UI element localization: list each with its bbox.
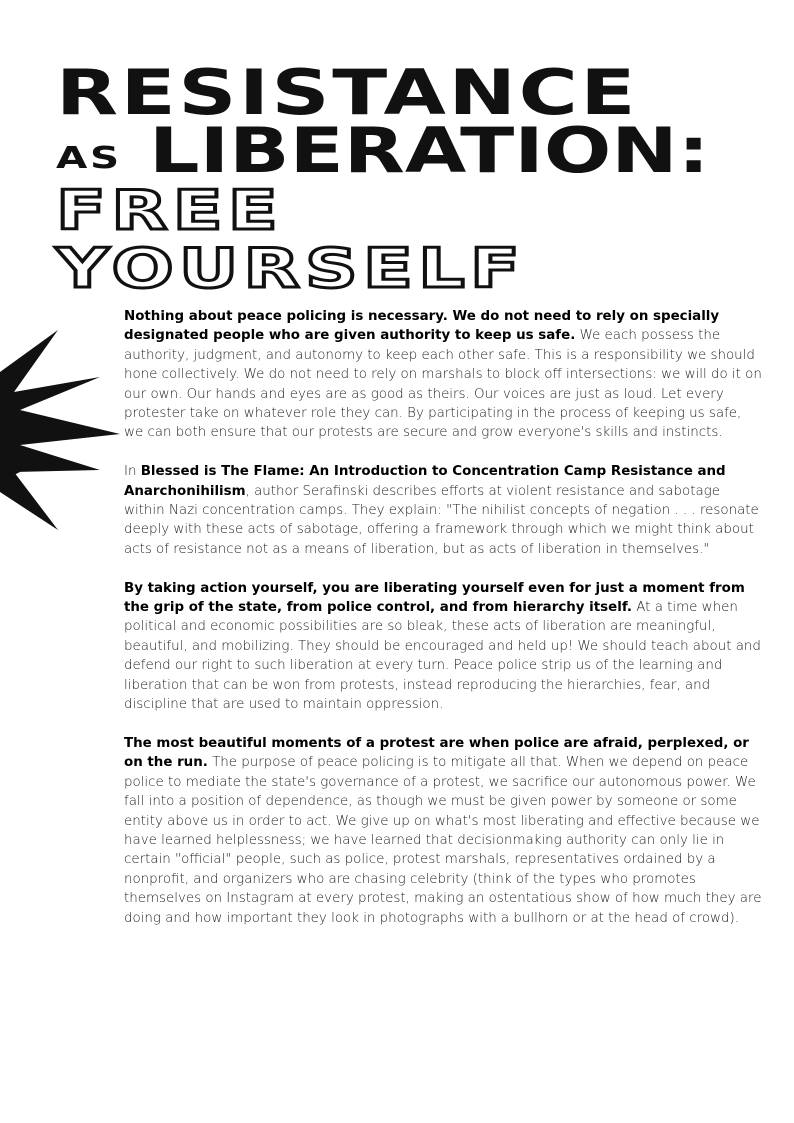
paragraph-3-lead: By taking action yourself, you are liberating yourself even for just a moment from the grip of the state, from police control, and from hierarchy itself.	[124, 580, 745, 616]
paragraph-2-book-title: Blessed is The Flame: An Introduction to Concentration Camp Resistance and Anarchonihilism	[124, 464, 726, 499]
title-line-yourself: YOURSELF	[56, 237, 526, 300]
page-title	[56, 56, 710, 300]
starburst-icon	[0, 322, 125, 537]
title-line-free: FREE	[56, 179, 284, 242]
paragraph-1-text: We each possess the authority, judgment, and autonomy to keep each other safe. This is a responsibility we should hone collectively. We do not need to rely on marshals to block off intersections: we will do it on our own. Our hands and eyes are as good as theirs. Our voices are just as loud. Let every protester take on whatever role they can. By participating in the process of keeping us safe, we can both ensure that our protests are secure and grow everyone's skills and instincts.	[124, 328, 762, 441]
title-line-resistance: RESISTANCE	[56, 56, 638, 129]
paragraph-1	[124, 307, 764, 443]
paragraph-1-lead: Nothing about peace policing is necessary. We do not need to rely on specially designated people who are given authority to keep us safe.	[124, 309, 720, 344]
title-word-as: AS	[56, 141, 122, 176]
paragraph-4-lead: The most beautiful moments of a protest are when police are afraid, perplexed, or on the run.	[124, 735, 749, 771]
paragraph-2-text: , author Serafinski describes efforts at violent resistance and sabotage within Nazi concentration camps. They explain: "The nihilist concepts of negation . . . resonate deeply with these acts of sabotage, offering a framework through which we might think about acts of resistance not as a means of liberation, but as acts of liberation in themselves."	[124, 483, 759, 557]
paragraph-4-text: The purpose of peace policing is to mitigate all that. When we depend on peace police to mediate the state's governance of a protest, we sacrifice our autonomous power. We fall into a position of dependence, as though we must be given power by someone or some entity above us in order to act. We give up on what's most liberating and effective because we have learned helplessness; we have learned that decisionmaking authority can only lie in certain "official" people, such as police, protest marshals, representatives ordained by a nonprofit, and organizers who are chasing celebrity (think of the types who promotes themselves on Instagram at every protest, making an ostentatious show of how much they are doing and how important they look in photographs with a bullhorn or at the head of crowd).	[124, 755, 762, 926]
paragraph-2	[124, 462, 764, 559]
title-word-liberation: LIBERATION:	[148, 114, 710, 187]
article-body	[124, 307, 764, 947]
paragraph-3	[124, 579, 764, 715]
paragraph-3-text: At a time when political and economic possibilities are so bleak, these acts of liberation are meaningful, beautiful, and mobilizing. They should be encouraged and held up! We should teach about and defend our right to such liberation at every turn. Peace police strip us of the learning and liberation that can be won from protests, instead reproducing the hierarchies, fear, and discipline that are used to maintain oppression.	[124, 600, 761, 713]
paragraph-4	[124, 734, 764, 928]
paragraph-2-pre: In	[124, 464, 141, 480]
